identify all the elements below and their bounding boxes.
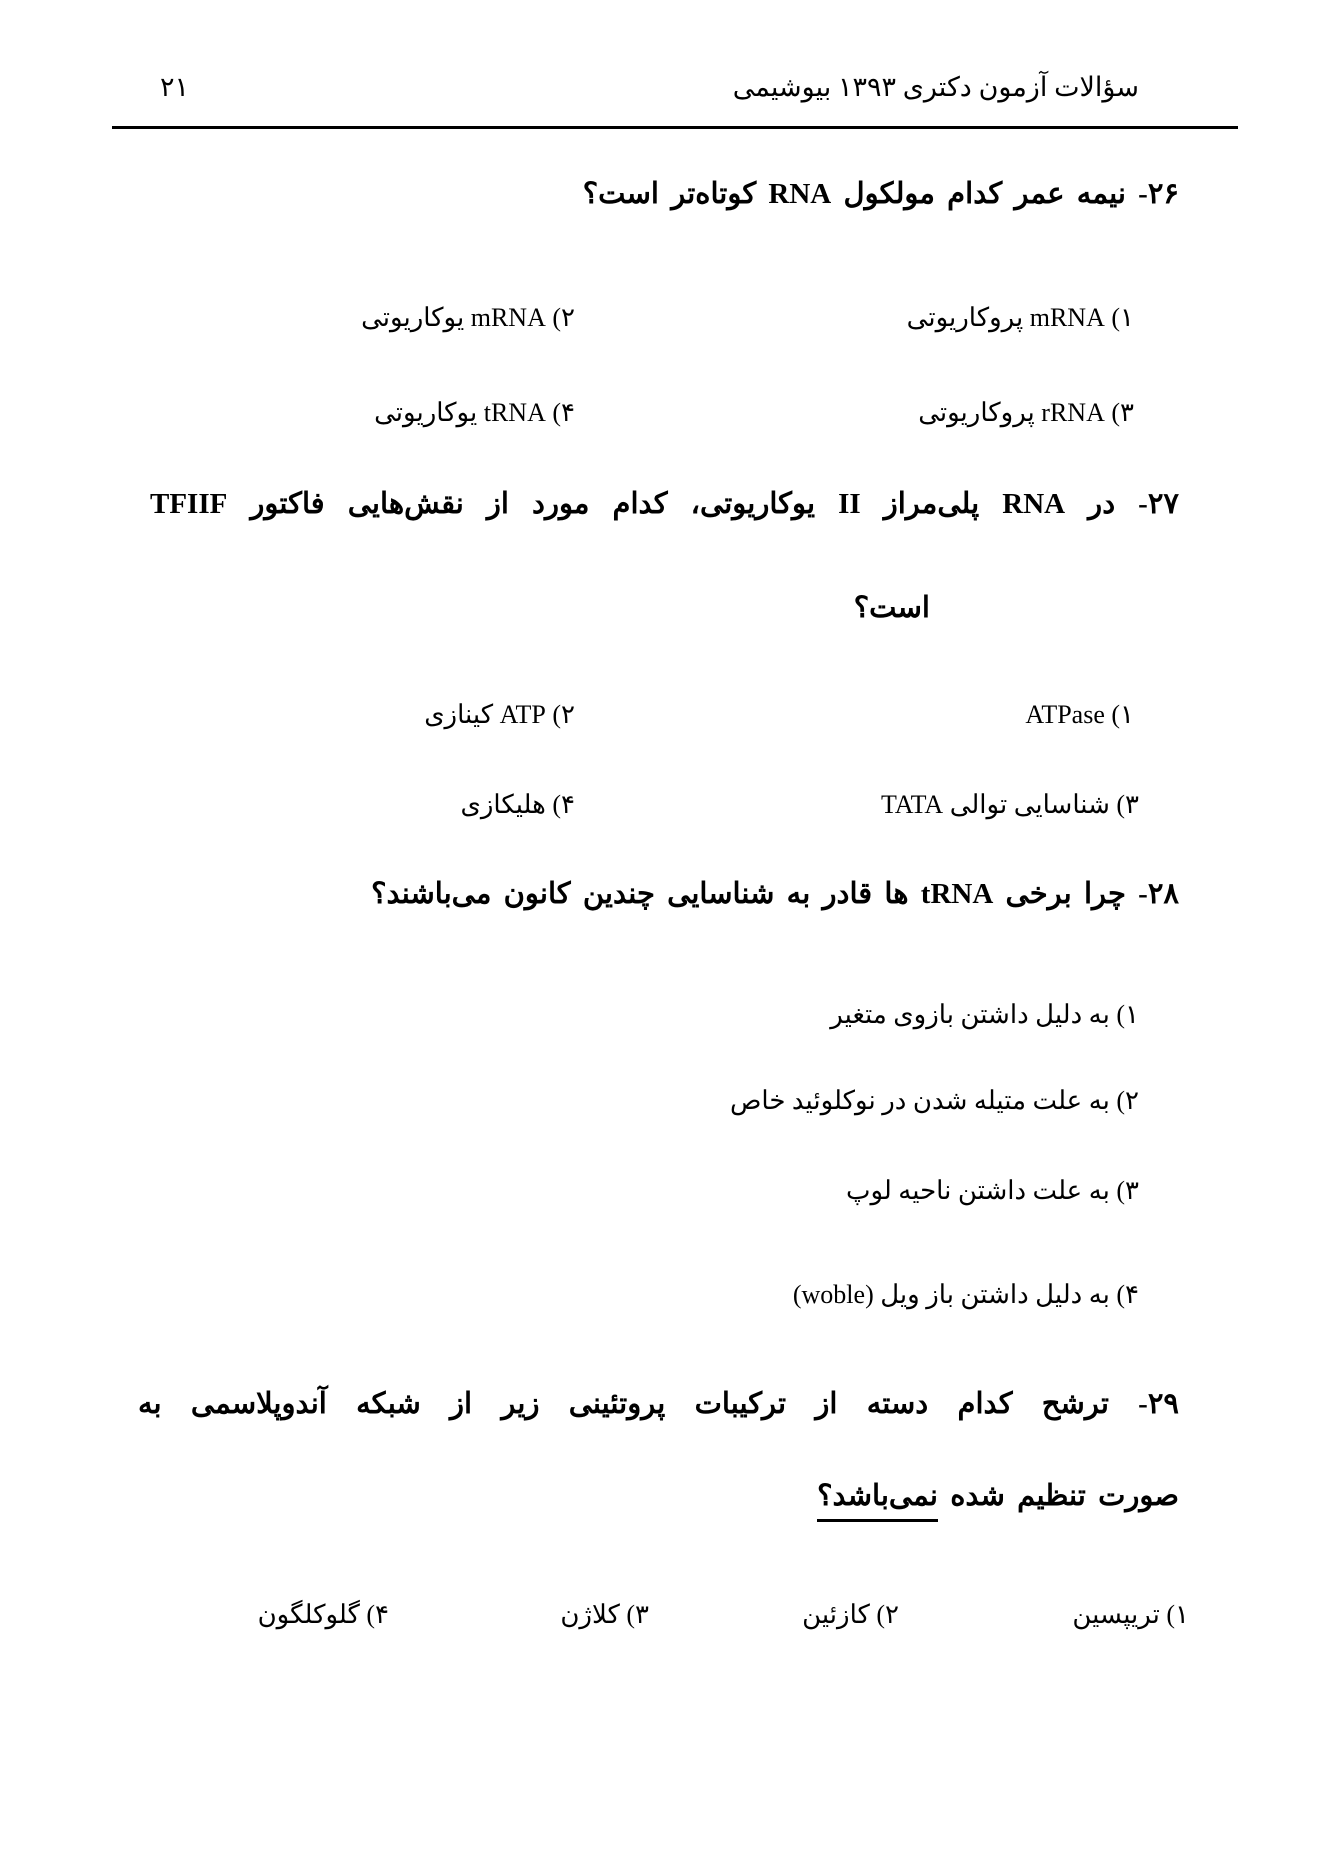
question-29-option-3: ۳) کلاژن: [560, 1600, 649, 1629]
question-26-stem: ۲۶- نیمه عمر کدام مولکول RNA کوتاه‌تر است؟: [582, 178, 1179, 210]
question-26-option-3: ۳) rRNA پروکاریوتی: [918, 398, 1134, 427]
header-divider: [112, 126, 1238, 129]
question-27-stem-line-1: ۲۷- در RNA پلی‌مراز II یوکاریوتی، کدام مورد از نقش‌هایی فاکتور TFIIF: [150, 488, 1179, 520]
question-29-option-2: ۲) کازئین: [802, 1600, 899, 1629]
question-28-option-2: ۲) به علت متیله شدن در نوکلوئید خاص: [729, 1086, 1139, 1115]
question-29-underlined-text: نمی‌باشد؟: [817, 1480, 938, 1522]
question-28-option-4: ۴) به دلیل داشتن باز ویل (woble): [792, 1280, 1139, 1309]
header-title: سؤالات آزمون دکتری ۱۳۹۳ بیوشیمی: [732, 72, 1139, 102]
question-26-option-4: ۴) tRNA یوکاریوتی: [374, 398, 575, 427]
question-29-stem-line-1: ۲۹- ترشح کدام دسته از ترکیبات پروتئینی زیر از شبکه آندوپلاسمی به: [138, 1388, 1179, 1420]
page-number: ۲۱: [160, 72, 190, 102]
question-29-option-1: ۱) تریپسین: [1072, 1600, 1189, 1629]
question-29-option-4: ۴) گلوکلگون: [257, 1600, 389, 1629]
question-26-option-1: ۱) mRNA پروکاریوتی: [906, 303, 1134, 332]
question-26-option-2: ۲) mRNA یوکاریوتی: [361, 303, 575, 332]
question-27-stem-line-2: است؟: [853, 592, 930, 624]
question-28-option-1: ۱) به دلیل داشتن بازوی متغیر: [830, 1000, 1139, 1029]
question-28-stem: ۲۸- چرا برخی tRNA ها قادر به شناسایی چندین کانون می‌باشند؟: [371, 878, 1179, 910]
question-27-option-4: ۴) هلیکازی: [460, 790, 575, 819]
question-27-option-2: ۲) ATP کینازی: [424, 700, 575, 729]
question-27-option-1: ۱) ATPase: [1025, 700, 1134, 729]
question-29-stem-line-2: [817, 1478, 1179, 1513]
question-27-option-3: ۳) شناسایی توالی TATA: [880, 790, 1139, 819]
question-29-stem-line-2-text: صورت تنظیم شده: [937, 1480, 1179, 1512]
question-28-option-3: ۳) به علت داشتن ناحیه لوپ: [845, 1176, 1139, 1205]
